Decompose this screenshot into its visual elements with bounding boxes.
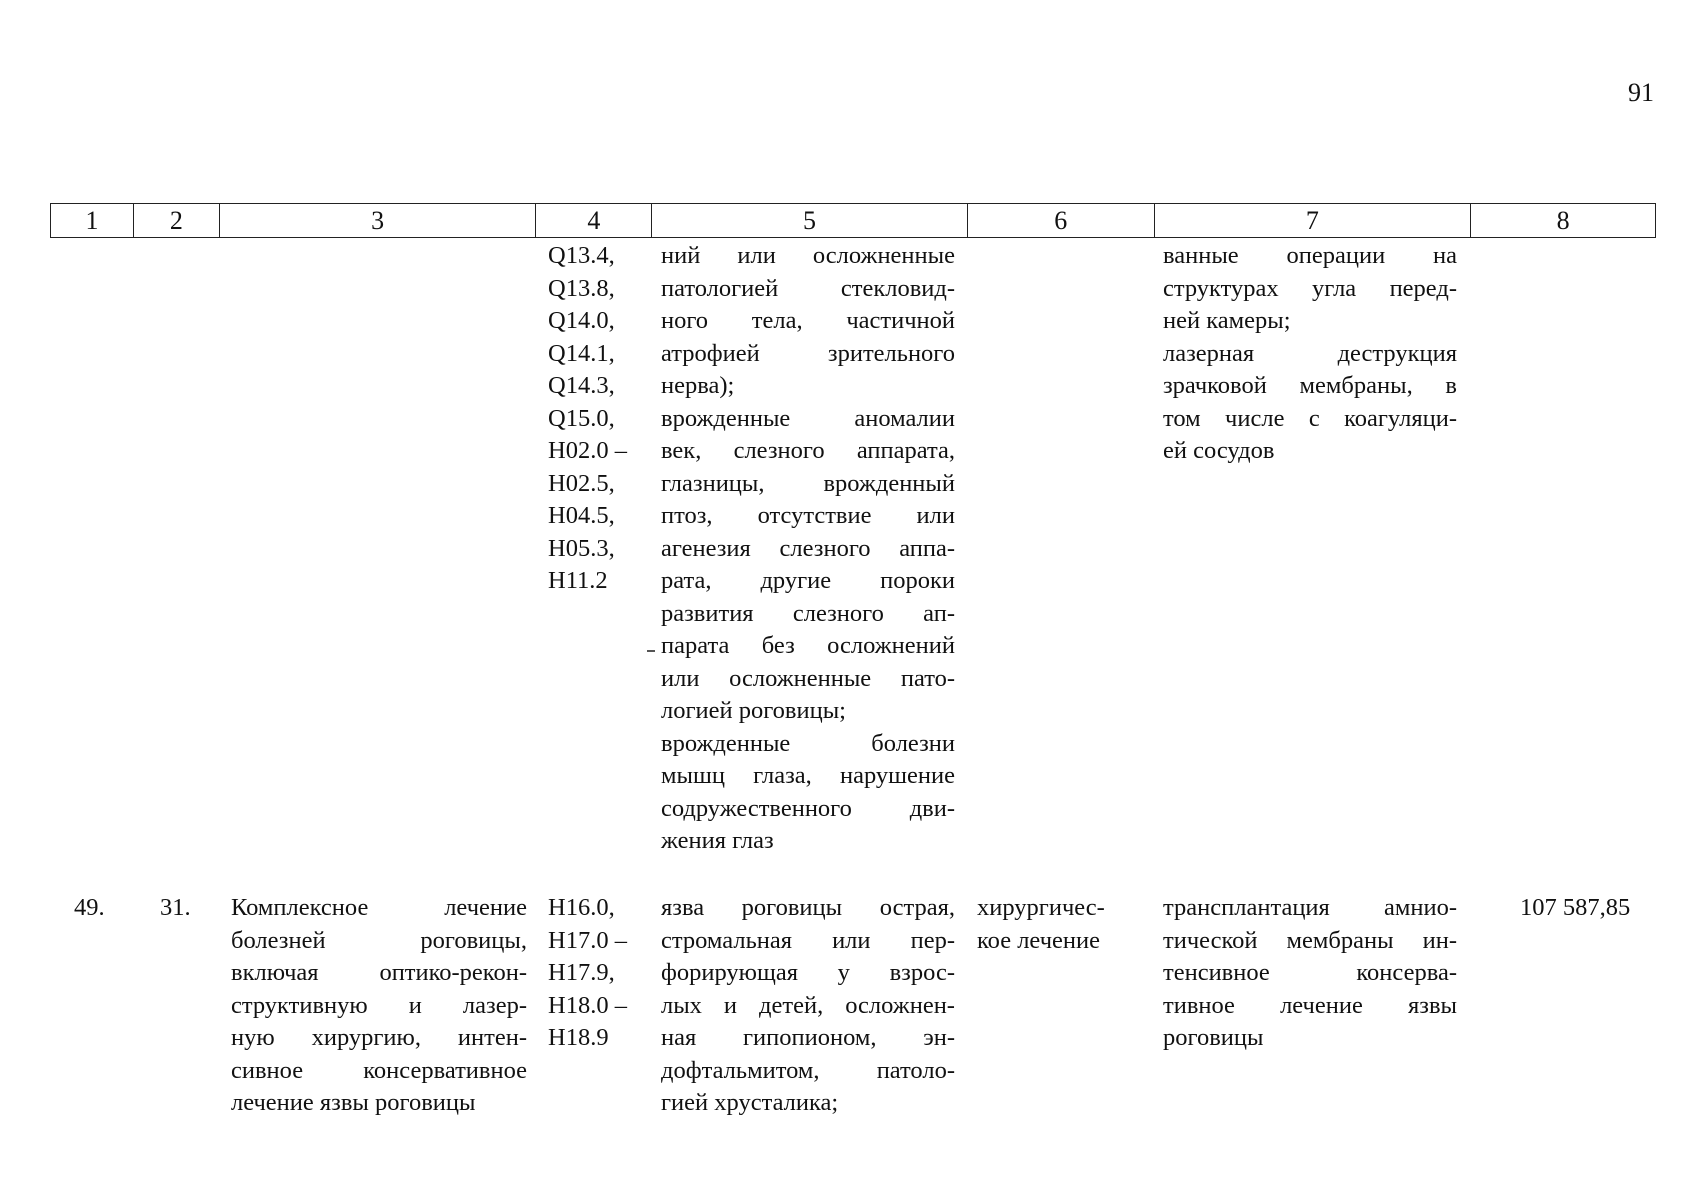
text-line: Q14.1,: [548, 339, 615, 367]
text-line: H02.0 –: [548, 437, 627, 464]
text-line: дофтальмитом, патоло-: [661, 1056, 955, 1084]
text-line: ней камеры;: [1163, 307, 1291, 334]
text-line: H17.0 –: [548, 926, 627, 954]
standard-cost: 107 587,85: [1520, 894, 1631, 921]
header-col-8: 8: [1556, 205, 1570, 235]
icd-codes: [548, 892, 646, 1055]
text-line: врожденные болезни: [661, 729, 955, 757]
text-line: H17.9,: [548, 959, 615, 986]
group-number: 31.: [160, 894, 191, 921]
text-line: развития слезного ап-: [661, 599, 955, 627]
text-line: хирургичес-: [977, 894, 1105, 921]
header-col-7: 7: [1155, 204, 1472, 237]
text-line: зрачковой мембраны, в: [1163, 372, 1457, 399]
scan-speck: [647, 650, 655, 652]
text-line: Q15.0,: [548, 404, 615, 432]
text-line: гией хрусталика;: [661, 1089, 839, 1116]
text-line: содружественного дви-: [661, 794, 955, 822]
text-line: глазницы, врожденный: [661, 469, 955, 497]
continuation-patient-model: [661, 240, 955, 858]
text-line: лых и детей, осложнен-: [661, 991, 955, 1019]
text-line: кое лечение: [977, 926, 1100, 954]
text-line: тивное лечение язвы: [1163, 991, 1457, 1019]
text-line: мышц глаза, нарушение: [661, 762, 955, 789]
treatment-type: [977, 892, 1147, 957]
text-line: птоз, отсутствие или: [661, 502, 955, 529]
text-line: стромальная или пер-: [661, 926, 955, 954]
text-line: H11.2: [548, 567, 608, 594]
care-type-name: [231, 892, 527, 1120]
header-col-1: 1: [51, 204, 134, 237]
text-line: ную хирургию, интен-: [231, 1024, 527, 1051]
text-line: нерва);: [661, 372, 735, 399]
page-number: 91: [1628, 78, 1654, 107]
text-line: патологией стекловид-: [661, 274, 955, 302]
text-line: Комплексное лечение: [231, 894, 527, 921]
text-line: форирующая у взрос-: [661, 959, 955, 986]
text-line: Q14.3,: [548, 372, 615, 399]
header-col-5: 5: [652, 204, 968, 237]
text-line: ей сосудов: [1163, 437, 1275, 464]
text-line: рата, другие пороки: [661, 567, 955, 594]
text-line: ванные операции на: [1163, 242, 1457, 269]
text-line: ного тела, частичной: [661, 307, 955, 334]
text-line: том числе с коагуляци-: [1163, 404, 1457, 432]
text-line: сивное консервативное: [231, 1056, 527, 1084]
text-line: язва роговицы острая,: [661, 894, 955, 921]
text-line: Q13.4,: [548, 242, 615, 269]
text-line: роговицы: [1163, 1024, 1264, 1051]
text-line: агенезия слезного аппа-: [661, 534, 955, 562]
continuation-treatment-method: [1163, 240, 1457, 468]
text-line: Q13.8,: [548, 274, 615, 302]
text-line: H05.3,: [548, 534, 615, 562]
text-line: болезней роговицы,: [231, 926, 527, 954]
text-line: Q14.0,: [548, 307, 615, 334]
patient-model: [661, 892, 955, 1120]
header-col-4: 4: [536, 204, 652, 237]
text-line: жения глаз: [661, 827, 774, 854]
treatment-method: [1163, 892, 1457, 1055]
text-line: структивную и лазер-: [231, 991, 527, 1019]
table-header-row: [50, 203, 1656, 238]
text-line: H18.0 –: [548, 991, 627, 1019]
text-line: век, слезного аппарата,: [661, 437, 955, 464]
text-line: атрофией зрительного: [661, 339, 955, 367]
text-line: трансплантация амнио-: [1163, 894, 1457, 921]
text-line: парата без осложнений: [661, 632, 955, 659]
row-number: 49.: [74, 894, 105, 921]
text-line: H16.0,: [548, 894, 615, 921]
text-line: врожденные аномалии: [661, 404, 955, 432]
text-line: ная гипопионом, эн-: [661, 1024, 955, 1051]
text-line: лазерная деструкция: [1163, 339, 1457, 367]
text-line: или осложненные пато-: [661, 664, 955, 692]
text-line: логией роговицы;: [661, 697, 846, 724]
text-line: ний или осложненные: [661, 242, 955, 269]
text-line: структурах угла перед-: [1163, 274, 1457, 302]
header-col-6: 6: [968, 204, 1155, 237]
text-line: H02.5,: [548, 469, 615, 497]
text-line: включая оптико-рекон-: [231, 959, 527, 986]
text-line: лечение язвы роговицы: [231, 1089, 476, 1116]
text-line: H18.9: [548, 1024, 609, 1051]
header-col-2: 2: [134, 204, 220, 237]
continuation-codes: [548, 240, 646, 598]
text-line: тенсивное консерва-: [1163, 959, 1457, 986]
text-line: тической мембраны ин-: [1163, 926, 1457, 954]
header-col-3: 3: [220, 204, 537, 237]
text-line: H04.5,: [548, 502, 615, 529]
